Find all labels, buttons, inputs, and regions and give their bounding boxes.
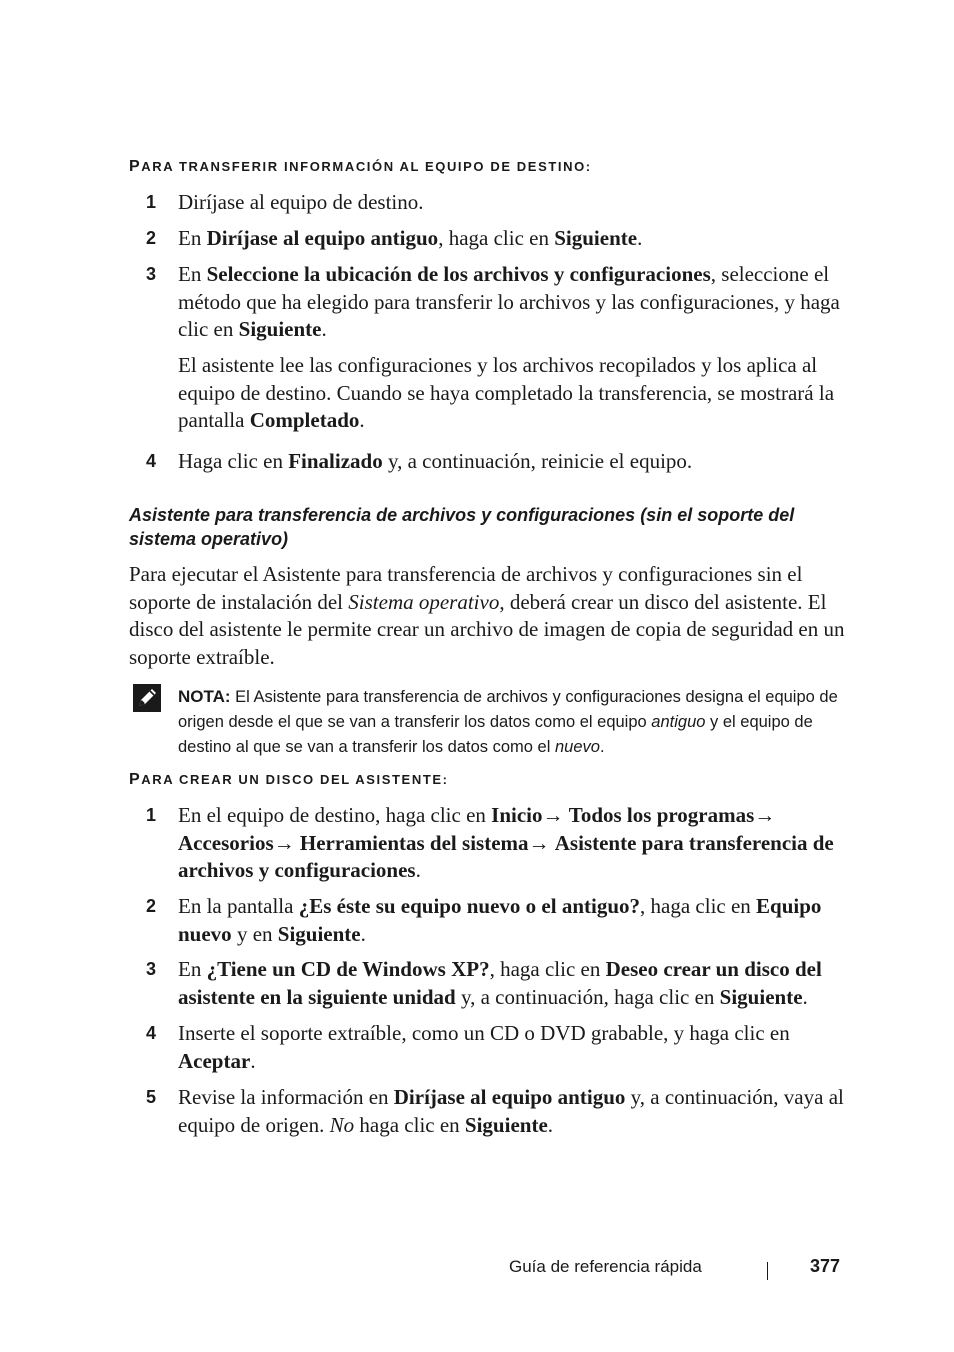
section-heading-transfer: PARA TRANSFERIR INFORMACIÓN AL EQUIPO DE DESTINO: [129,158,592,175]
step-text: Haga clic en Finalizado y, a continuación, reinicie el equipo. [178,449,693,473]
step-text: En la pantalla ¿Es éste su equipo nuevo o el antiguo?, haga clic en Equipo nuevo y en Siguiente. [178,894,822,946]
section-heading-create-disk: PARA CREAR UN DISCO DEL ASISTENTE: [129,771,449,788]
step-number: 3 [146,264,157,284]
step-subparagraph: El asistente lee las configuraciones y los archivos recopilados y los aplica al equipo de destino. Cuando se haya completado la transferencia, se mostrará la pantalla Completado. [178,353,835,432]
intro-paragraph: Para ejecutar el Asistente para transferencia de archivos y configuraciones sin el soporte de instalación del Sistema operativo, deberá crear un disco del asistente. El disco del asistente le permite crear un archivo de imagen de copia de seguridad en un soporte extraíble. [129,562,845,669]
step-number: 2 [146,896,157,916]
step-number: 5 [146,1087,157,1107]
footer-divider [767,1262,768,1280]
step-text: Revise la información en Diríjase al equipo antiguo y, a continuación, vaya al equipo de origen. No haga clic en Siguiente. [178,1085,844,1137]
step-text: En Seleccione la ubicación de los archivos y configuraciones, seleccione el método que ha elegido para transferir lo archivos y las configuraciones, y haga clic en Siguiente. [178,262,840,341]
subsection-title: Asistente para transferencia de archivos y configuraciones (sin el soporte del sistema operativo) [129,505,795,549]
page-number: 377 [810,1256,841,1276]
step-number: 2 [146,228,157,248]
footer-title: Guía de referencia rápida [509,1257,702,1276]
step-text: Inserte el soporte extraíble, como un CD o DVD grabable, y haga clic en Aceptar. [178,1021,790,1073]
step-number: 3 [146,959,157,979]
pencil-note-icon [133,684,161,712]
step-number: 1 [146,192,157,212]
step-number: 4 [146,451,157,471]
note-block: NOTA: El Asistente para transferencia de archivos y configuraciones designa el equipo de origen desde el que se van a transferir los datos como el equipo antiguo y el equipo de destino al que se van a transferir los datos como el nuevo. [178,687,838,756]
step-text: En el equipo de destino, haga clic en Inicio→ Todos los programas→ Accesorios→ Herramientas del sistema→ Asistente para transferencia de archivos y configuraciones. [178,803,834,882]
step-text: En ¿Tiene un CD de Windows XP?, haga clic en Deseo crear un disco del asistente en la siguiente unidad y, a continuación, haga clic en Siguiente. [178,957,822,1009]
step-text: Diríjase al equipo de destino. [178,190,424,214]
step-number: 1 [146,805,157,825]
step-number: 4 [146,1023,157,1043]
step-text: En Diríjase al equipo antiguo, haga clic en Siguiente. [178,226,643,250]
